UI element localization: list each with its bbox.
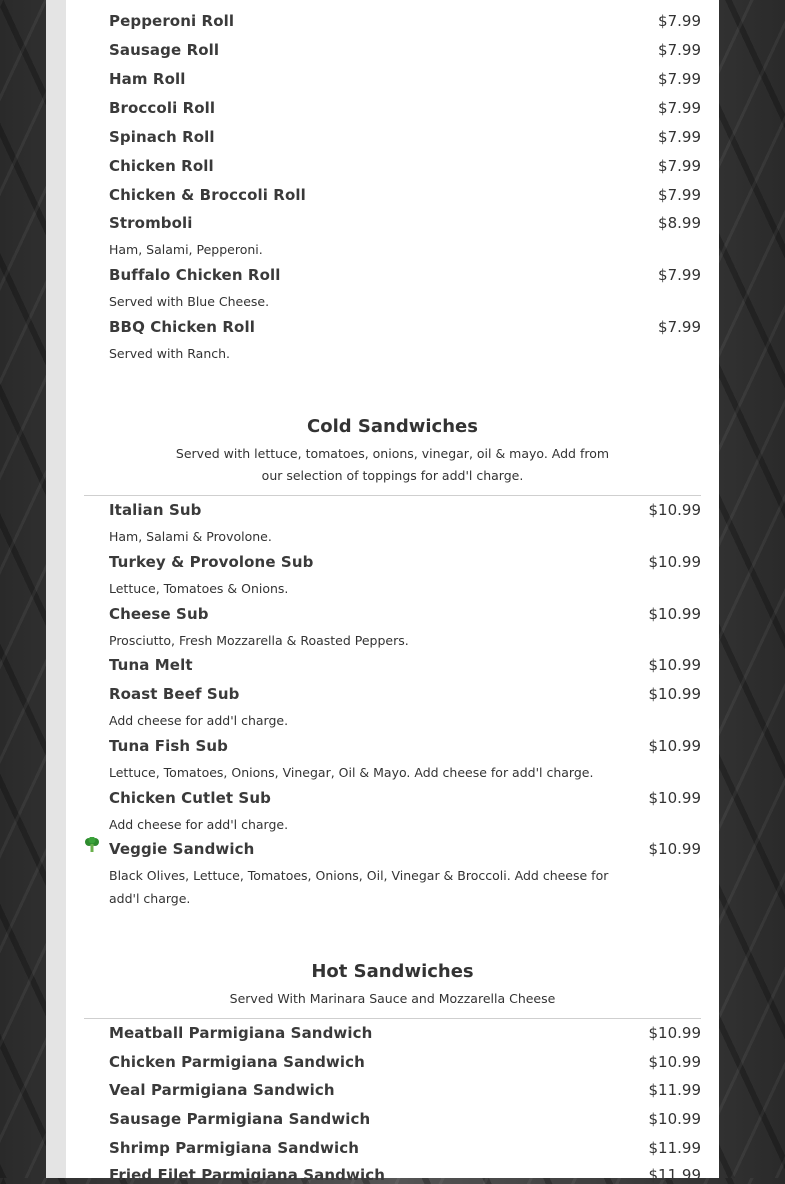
item-price: $7.99 <box>658 12 701 30</box>
item-price: $10.99 <box>648 840 701 858</box>
item-name: Tuna Fish Sub <box>109 737 229 755</box>
menu-item <box>84 605 701 652</box>
menu-item <box>84 214 701 261</box>
item-description: Black Olives, Lettuce, Tomatoes, Onions, Oil, Vinegar & Broccoli. Add cheese for add'l charge. <box>109 868 609 906</box>
section-divider <box>84 495 701 496</box>
broccoli-icon <box>84 837 100 855</box>
section-header-hot <box>84 961 701 1019</box>
item-description: Add cheese for add'l charge. <box>109 817 289 832</box>
item-name: Cheese Sub <box>109 605 209 623</box>
section-description: Served With Marinara Sauce and Mozzarella Cheese <box>229 991 556 1006</box>
item-price: $8.99 <box>658 214 701 232</box>
item-price: $11.99 <box>648 1166 701 1184</box>
item-name: Chicken Cutlet Sub <box>109 789 271 807</box>
item-price: $10.99 <box>648 737 701 755</box>
item-name: Fried Filet Parmigiana Sandwich <box>109 1166 385 1184</box>
item-description: Served with Blue Cheese. <box>109 294 270 309</box>
menu-item <box>84 99 701 117</box>
item-description: Ham, Salami & Provolone. <box>109 529 272 544</box>
item-name: Sausage Roll <box>109 41 220 59</box>
menu-item <box>84 1166 701 1184</box>
item-name: Sausage Parmigiana Sandwich <box>109 1110 371 1128</box>
item-price: $7.99 <box>658 70 701 88</box>
item-name: Ham Roll <box>109 70 186 88</box>
item-price: $11.99 <box>648 1139 701 1157</box>
item-price: $11.99 <box>648 1081 701 1099</box>
menu-item <box>84 266 701 313</box>
menu-item <box>84 318 701 365</box>
item-name: Shrimp Parmigiana Sandwich <box>109 1139 360 1157</box>
item-price: $7.99 <box>658 266 701 284</box>
item-name: Veggie Sandwich <box>109 840 255 858</box>
item-name: Turkey & Provolone Sub <box>109 553 314 571</box>
item-price: $10.99 <box>648 685 701 703</box>
item-price: $7.99 <box>658 318 701 336</box>
item-name: Chicken Parmigiana Sandwich <box>109 1053 365 1071</box>
menu-item <box>84 186 701 204</box>
item-price: $7.99 <box>658 41 701 59</box>
menu-item <box>84 553 701 600</box>
menu-item <box>84 12 701 30</box>
menu-item <box>84 737 701 784</box>
menu-item <box>84 1110 701 1128</box>
menu-item <box>84 685 701 732</box>
item-description: Served with Ranch. <box>109 346 231 361</box>
item-name: Tuna Melt <box>109 656 193 674</box>
menu-item <box>84 656 701 674</box>
menu-item <box>84 501 701 548</box>
item-price: $10.99 <box>648 1024 701 1042</box>
item-description: Ham, Salami, Pepperoni. <box>109 242 263 257</box>
menu-item <box>84 70 701 88</box>
item-price: $7.99 <box>658 186 701 204</box>
item-name: Chicken & Broccoli Roll <box>109 186 306 204</box>
section-divider <box>84 1018 701 1019</box>
menu-item <box>84 41 701 59</box>
menu-item <box>84 128 701 146</box>
section-description: Served with lettuce, tomatoes, onions, vinegar, oil & mayo. Add from our selection of toppings for add'l charge. <box>175 446 610 483</box>
item-name: Chicken Roll <box>109 157 214 175</box>
menu-item <box>84 1053 701 1071</box>
item-name: Spinach Roll <box>109 128 215 146</box>
item-name: BBQ Chicken Roll <box>109 318 255 336</box>
item-price: $10.99 <box>648 501 701 519</box>
item-name: Stromboli <box>109 214 193 232</box>
section-title: Hot Sandwiches <box>311 961 474 982</box>
menu-item <box>84 1139 701 1157</box>
menu-item <box>84 1081 701 1099</box>
item-price: $7.99 <box>658 157 701 175</box>
item-price: $10.99 <box>648 1110 701 1128</box>
item-name: Roast Beef Sub <box>109 685 240 703</box>
item-name: Buffalo Chicken Roll <box>109 266 281 284</box>
item-price: $10.99 <box>648 1053 701 1071</box>
item-name: Italian Sub <box>109 501 202 519</box>
item-description: Lettuce, Tomatoes & Onions. <box>109 581 289 596</box>
item-name: Meatball Parmigiana Sandwich <box>109 1024 373 1042</box>
section-title: Cold Sandwiches <box>307 416 478 437</box>
menu-item <box>84 840 701 910</box>
item-price: $10.99 <box>648 789 701 807</box>
menu-item <box>84 1024 701 1042</box>
item-name: Broccoli Roll <box>109 99 216 117</box>
item-price: $7.99 <box>658 128 701 146</box>
item-price: $10.99 <box>648 656 701 674</box>
item-description: Lettuce, Tomatoes, Onions, Vinegar, Oil & Mayo. Add cheese for add'l charge. <box>109 765 594 780</box>
menu-item <box>84 157 701 175</box>
item-price: $7.99 <box>658 99 701 117</box>
item-price: $10.99 <box>648 605 701 623</box>
item-name: Veal Parmigiana Sandwich <box>109 1081 335 1099</box>
section-header-cold <box>84 416 701 496</box>
item-price: $10.99 <box>648 553 701 571</box>
item-name: Pepperoni Roll <box>109 12 235 30</box>
item-description: Add cheese for add'l charge. <box>109 713 289 728</box>
item-description: Prosciutto, Fresh Mozzarella & Roasted Peppers. <box>109 633 409 648</box>
menu-item <box>84 789 701 836</box>
